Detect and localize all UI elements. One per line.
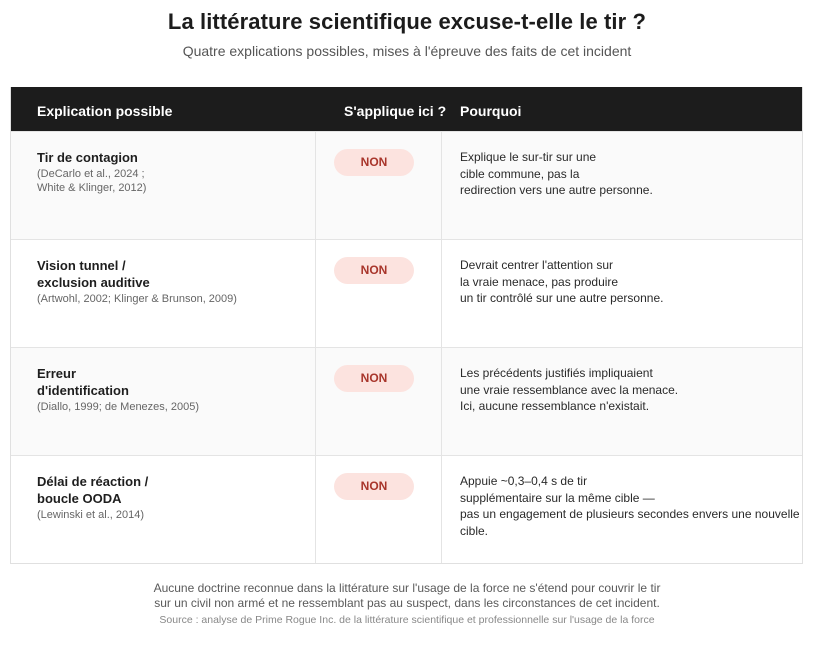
table-row xyxy=(11,347,802,455)
source-note: Source : analyse de Prime Rogue Inc. de la littérature scientifique et professionnelle sur l'usage de la force xyxy=(159,614,655,626)
header-applies: S'applique ici ? xyxy=(344,103,447,119)
explanation-name: Vision tunnel / exclusion auditive xyxy=(37,258,150,290)
reason-text: Les précédents justifiés impliquaient une vraie ressemblance avec la menace. Ici, aucune ressemblance n'existait. xyxy=(460,366,679,413)
column-divider xyxy=(441,348,442,455)
page-subtitle: Quatre explications possibles, mises à l'épreuve des faits de cet incident xyxy=(182,43,632,59)
verdict-badge: NON xyxy=(334,257,414,284)
footnote: Aucune doctrine reconnue dans la littérature sur l'usage de la force ne s'étend pour couvrir le tir sur un civil non armé et ne ressemblant pas au suspect, dans les circonstances de cet incident. xyxy=(153,581,661,610)
table-row xyxy=(11,455,802,563)
explanation-cell xyxy=(37,149,297,195)
explanation-cell xyxy=(37,365,297,414)
column-divider xyxy=(315,132,316,239)
explanation-name: Tir de contagion xyxy=(37,150,138,165)
explanation-name: Délai de réaction / boucle OODA xyxy=(37,474,149,506)
explanation-cell xyxy=(37,473,297,522)
explanation-name: Erreur d'identification xyxy=(37,366,129,398)
reason-text: Explique le sur-tir sur une cible commune, pas la redirection vers une autre personne. xyxy=(460,150,653,197)
column-divider xyxy=(441,456,442,563)
explanation-cell xyxy=(37,257,297,306)
column-divider xyxy=(315,456,316,563)
verdict-badge: NON xyxy=(334,365,414,392)
page-title: La littérature scientifique excuse-t-elle le tir ? xyxy=(167,9,647,34)
verdict-badge: NON xyxy=(334,149,414,176)
explanation-references: (Lewinski et al., 2014) xyxy=(37,509,144,521)
verdict-badge: NON xyxy=(334,473,414,500)
column-divider xyxy=(441,132,442,239)
table-header xyxy=(11,87,802,131)
reason-text: Devrait centrer l'attention sur la vraie menace, pas produire un tir contrôlé sur une autre personne. xyxy=(460,258,664,305)
header-explanation: Explication possible xyxy=(37,103,173,119)
column-divider xyxy=(315,348,316,455)
explanations-table xyxy=(10,87,803,564)
explanation-references: (DeCarlo et al., 2024 ; White & Klinger, 2012) xyxy=(37,168,147,194)
header-why: Pourquoi xyxy=(460,103,522,119)
explanation-references: (Artwohl, 2002; Klinger & Brunson, 2009) xyxy=(37,293,237,305)
explanation-references: (Diallo, 1999; de Menezes, 2005) xyxy=(37,401,200,413)
column-divider xyxy=(315,240,316,347)
reason-text: Appuie ~0,3–0,4 s de tir supplémentaire sur la même cible — pas un engagement de plusieurs secondes envers une nouvelle cible. xyxy=(460,474,800,538)
table-row xyxy=(11,131,802,239)
column-divider xyxy=(441,240,442,347)
table-row xyxy=(11,239,802,347)
